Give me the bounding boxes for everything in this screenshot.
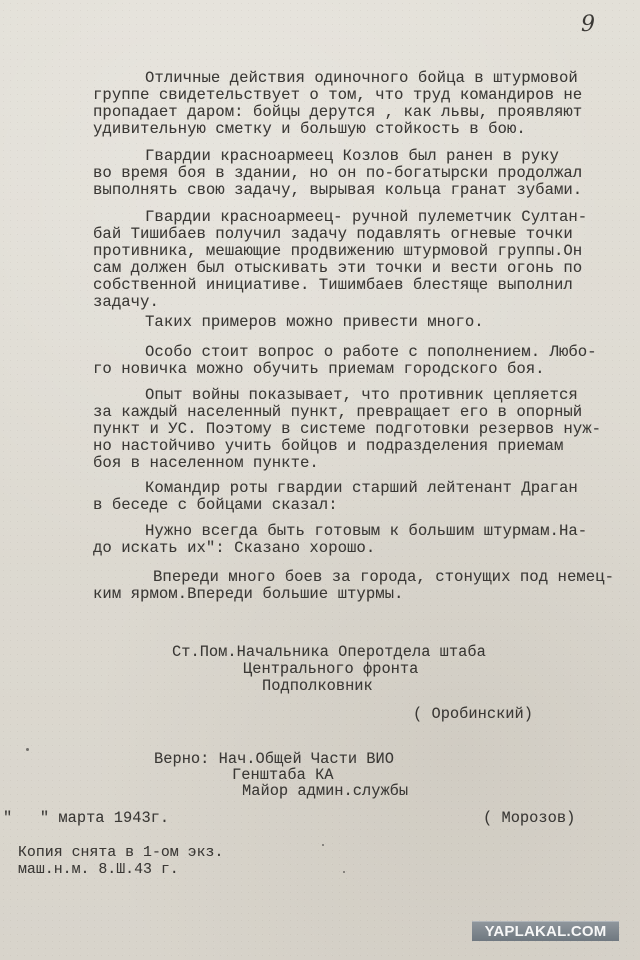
paragraph-line: бай Тишибаев получил задачу подавлять огневые точки bbox=[93, 225, 573, 243]
signature-line: Центрального фронта bbox=[243, 660, 419, 678]
paragraph-line: до искать их": Сказано хорошо. bbox=[93, 539, 376, 557]
paragraph-line: удивительную сметку и большую стойкость в бою. bbox=[93, 120, 526, 138]
copy-note-line: маш.н.м. 8.Ш.43 г. bbox=[18, 862, 179, 878]
paragraph-line: Особо стоит вопрос о работе с пополнением. Любо- bbox=[145, 343, 597, 361]
paragraph-line: выполнять свою задачу, вырывая кольца гранат зубами. bbox=[93, 181, 583, 199]
certification-line: Генштаба КА bbox=[232, 766, 334, 784]
ink-speck bbox=[322, 844, 324, 846]
paragraph-line: собственной инициативе. Тишимбаев блестяще выполнил bbox=[93, 276, 573, 294]
paragraph-line: Нужно всегда быть готовым к большим штурмам.На- bbox=[145, 522, 588, 540]
date-line: " " марта 1943г. bbox=[3, 809, 170, 827]
paragraph-line: Гвардии красноармеец- ручной пулеметчик Султан- bbox=[145, 208, 588, 226]
page-number: 9 bbox=[581, 12, 595, 37]
ink-speck bbox=[26, 748, 29, 751]
certification-line: Верно: Нач.Общей Части ВИО bbox=[154, 750, 394, 768]
ink-speck bbox=[343, 871, 345, 873]
paragraph-line: Гвардии красноармеец Козлов был ранен в руку bbox=[145, 147, 559, 165]
paragraph-line: во время боя в здании, но он по-богатырски продолжал bbox=[93, 164, 583, 182]
paragraph-line: боя в населенном пункте. bbox=[93, 454, 319, 472]
paragraph-line: но настойчиво учить бойцов и подразделения приемам bbox=[93, 437, 564, 455]
watermark-badge: YAPLAKAL.COM bbox=[472, 921, 619, 941]
signature-name: ( Оробинский) bbox=[413, 705, 533, 723]
signature-line: Ст.Пом.Начальника Оперотдела штаба bbox=[172, 643, 486, 661]
paragraph-line: задачу. bbox=[93, 293, 159, 311]
paragraph-line: пропадает даром: бойцы дерутся , как львы, проявляют bbox=[93, 103, 583, 121]
paragraph-line: группе свидетельствует о том, что труд командиров не bbox=[93, 86, 583, 104]
paragraph-line: Отличные действия одиночного бойца в штурмовой bbox=[145, 69, 578, 87]
signature-name: ( Морозов) bbox=[483, 809, 576, 827]
certification-line: Майор админ.службы bbox=[242, 782, 409, 800]
paragraph-line: Опыт войны показывает, что противник цепляется bbox=[145, 386, 578, 404]
paragraph-line: го новичка можно обучить приемам городского боя. bbox=[93, 360, 545, 378]
paragraph-line: противника, мешающие продвижению штурмовой группы.Он bbox=[93, 242, 583, 260]
paragraph-line: пункт и УС. Поэтому в системе подготовки резервов нуж- bbox=[93, 420, 602, 438]
signature-line: Подполковник bbox=[262, 677, 373, 695]
copy-note-line: Копия снята в 1-ом экз. bbox=[18, 845, 224, 861]
paragraph-line: Таких примеров можно привести много. bbox=[145, 313, 484, 331]
paragraph-line: ким ярмом.Впереди большие штурмы. bbox=[93, 585, 404, 603]
paragraph-line: Командир роты гвардии старший лейтенант Драган bbox=[145, 479, 578, 497]
paragraph-line: сам должен был отыскивать эти точки и вести огонь по bbox=[93, 259, 583, 277]
paragraph-line: в беседе с бойцами сказал: bbox=[93, 496, 338, 514]
paragraph-line: Впереди много боев за города, стонущих под немец- bbox=[153, 568, 614, 586]
paragraph-line: за каждый населенный пункт, превращает его в опорный bbox=[93, 403, 583, 421]
